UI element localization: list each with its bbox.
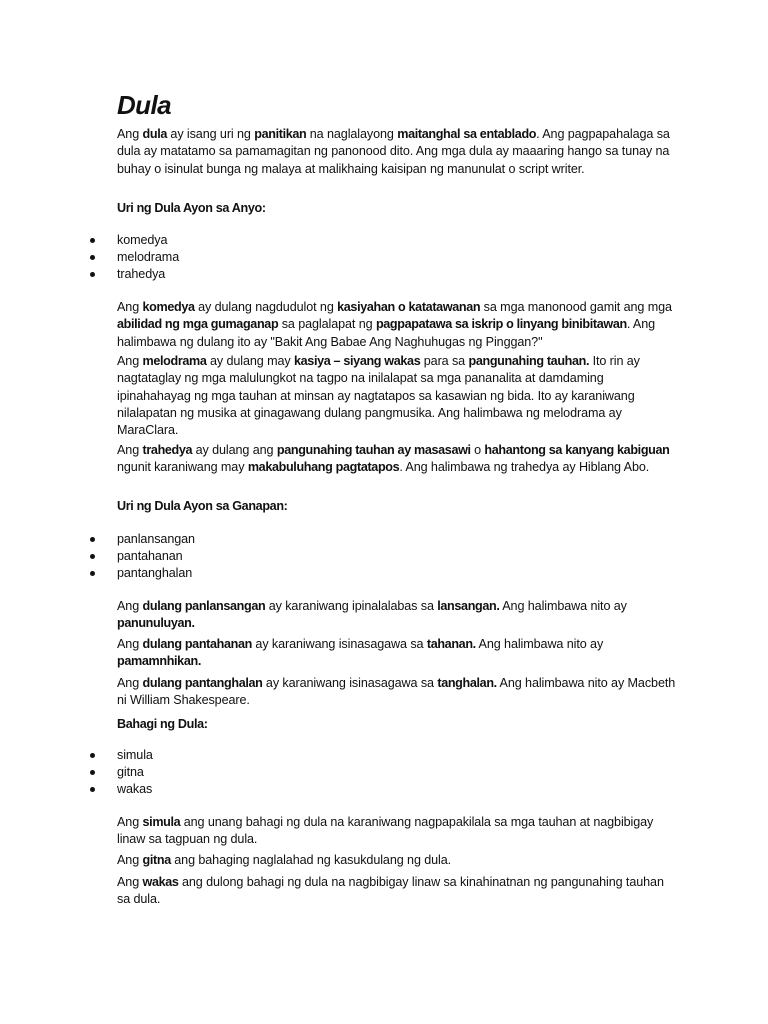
bold-term: kasiyahan o katatawanan [337,300,481,314]
bold-term: wakas [142,875,179,889]
paragraph-melodrama [117,353,677,439]
text-run: na naglalayong [306,127,398,141]
bold-term: dulang pantahanan [142,637,253,651]
bullet-icon [90,255,95,260]
text-run: ang unang bahagi ng dula na karaniwang nagpapakilala sa mga tauhan at nagbibigay linaw sa tagpuan ng dula. [117,815,654,847]
paragraph-panlansangan [117,598,677,633]
paragraph-pantanghalan [117,675,677,710]
intro-paragraph [117,126,677,178]
bold-term: dula [142,127,168,141]
list-item: melodrama [0,249,179,266]
text-run: sa paglalapat ng [278,317,376,332]
text-run: ay isang uri ng [167,127,255,141]
bold-term: gitna [142,853,171,867]
paragraph-komedya [117,299,677,351]
paragraph-gitna [117,852,677,869]
bold-term: pangunahing tauhan. [468,354,590,368]
text-run: ay dulang may [206,354,294,368]
text-run: Ang [117,815,143,829]
text-run: ay dulang nagdudulot ng [194,300,338,314]
text-run: Ang [117,127,143,141]
list-item: panlansangan [0,531,195,548]
bullet-icon [90,753,95,758]
bullet-icon [90,537,95,542]
bold-term: trahedya [142,443,193,457]
bold-term: panitikan [254,127,307,141]
text-run: Ang [117,853,143,867]
list-item: pantahanan [0,548,195,565]
bold-term: tanghalan. [437,676,497,690]
bold-term: dulang pantanghalan [142,676,263,690]
paragraph-pantahanan [117,636,677,671]
bold-term: lansangan. [437,599,500,613]
text-run: ay karaniwang ipinalalabas sa [265,599,438,613]
text-run: Ang halimbawa nito ay [499,599,627,613]
bold-term: abilidad ng mga gumaganap [117,317,279,332]
text-run: . Ang halimbawa ng trahedya ay Hiblang Abo. [399,460,650,475]
text-run: Ang [117,300,143,314]
section-heading-bahagi: Bahagi ng Dula: [117,717,208,731]
text-run: Ang [117,676,143,690]
text-run: . Ang pagpapahalaga sa dula ay matatamo sa pamamagitan ng panonood dito. Ang mga dula ay maaaring hango sa tunay na buhay o isinulat bunga ng malaya at malikhaing kaisipan ng manunulat o script writer. [117,127,670,176]
list-uri-anyo [0,232,179,282]
text-run: Ang [117,354,143,368]
text-run: o [470,443,485,457]
bullet-icon [90,554,95,559]
paragraph-simula [117,814,677,849]
bold-term: panunuluyan. [117,616,195,631]
document-title: Dula [117,90,171,120]
text-run: Ang [117,599,143,613]
text-run: Ito rin ay nagtataglay ng mga malulungkot na tagpo na inilalapat sa mga pananalita at damdaming ipinahahayag ng mga tauhan at minsan ay nagtatapos sa kasawian ng bida. Ito ay karaniwang nilalapatan ng musika at ginagawang dulang pangmusika. Ang halimbawa ng melodrama ay MaraClara. [117,354,640,438]
text-run: Ang [117,875,143,889]
bold-term: dulang panlansangan [142,599,266,613]
section-heading-ganapan: Uri ng Dula Ayon sa Ganapan: [117,499,288,513]
list-item: gitna [0,764,153,781]
bold-term: pamamnhikan. [117,654,201,669]
bullet-icon [90,238,95,243]
bold-term: pangunahing tauhan ay masasawi [276,443,471,457]
list-item: wakas [0,781,153,798]
bold-term: simula [142,815,181,829]
list-item: komedya [0,232,179,249]
text-run: Ang halimbawa nito ay [475,637,604,651]
text-run: ay karaniwang isinasagawa sa [262,676,438,690]
bold-term: tahanan. [426,637,476,651]
paragraph-wakas [117,874,677,909]
paragraph-trahedya [117,442,677,477]
bold-term: melodrama [142,354,207,368]
bullet-icon [90,770,95,775]
text-run: Ang halimbawa nito ay Macbeth ni William Shakespeare. [117,676,676,708]
text-run: para sa [420,354,469,368]
bold-term: kasiya – siyang wakas [293,354,421,368]
text-run: . Ang halimbawa ng dulang ito ay "Bakit Ang Babae Ang Naghuhugas ng Pinggan?" [117,317,656,349]
bold-term: maitanghal sa entablado [397,127,537,141]
text-run: ang bahaging naglalahad ng kasukdulang ng dula. [170,853,452,867]
bold-term: makabuluhang pagtatapos [247,460,400,475]
bold-term: pagpapatawa sa iskrip o linyang binibitawan [375,317,627,332]
text-run: ang dulong bahagi ng dula na nagbibigay linaw sa kinahinatnan ng pangunahing tauhan sa dula. [117,875,664,907]
text-run: Ang [117,443,143,457]
list-uri-ganapan [0,531,195,581]
bold-term: hahantong sa kanyang kabiguan [484,443,670,457]
bold-term: komedya [142,300,195,314]
list-item: simula [0,747,153,764]
bullet-icon [90,787,95,792]
list-item: trahedya [0,266,179,283]
text-run: Ang [117,637,143,651]
bullet-icon [90,272,95,277]
text-run: sa mga manonood gamit ang mga [480,300,672,314]
text-run: ay dulang ang [192,443,277,457]
text-run: ngunit karaniwang may [117,460,248,475]
bullet-icon [90,571,95,576]
text-run: ay karaniwang isinasagawa sa [252,637,427,651]
list-bahagi [0,747,153,797]
list-item: pantanghalan [0,565,195,582]
section-heading-anyo: Uri ng Dula Ayon sa Anyo: [117,201,266,215]
